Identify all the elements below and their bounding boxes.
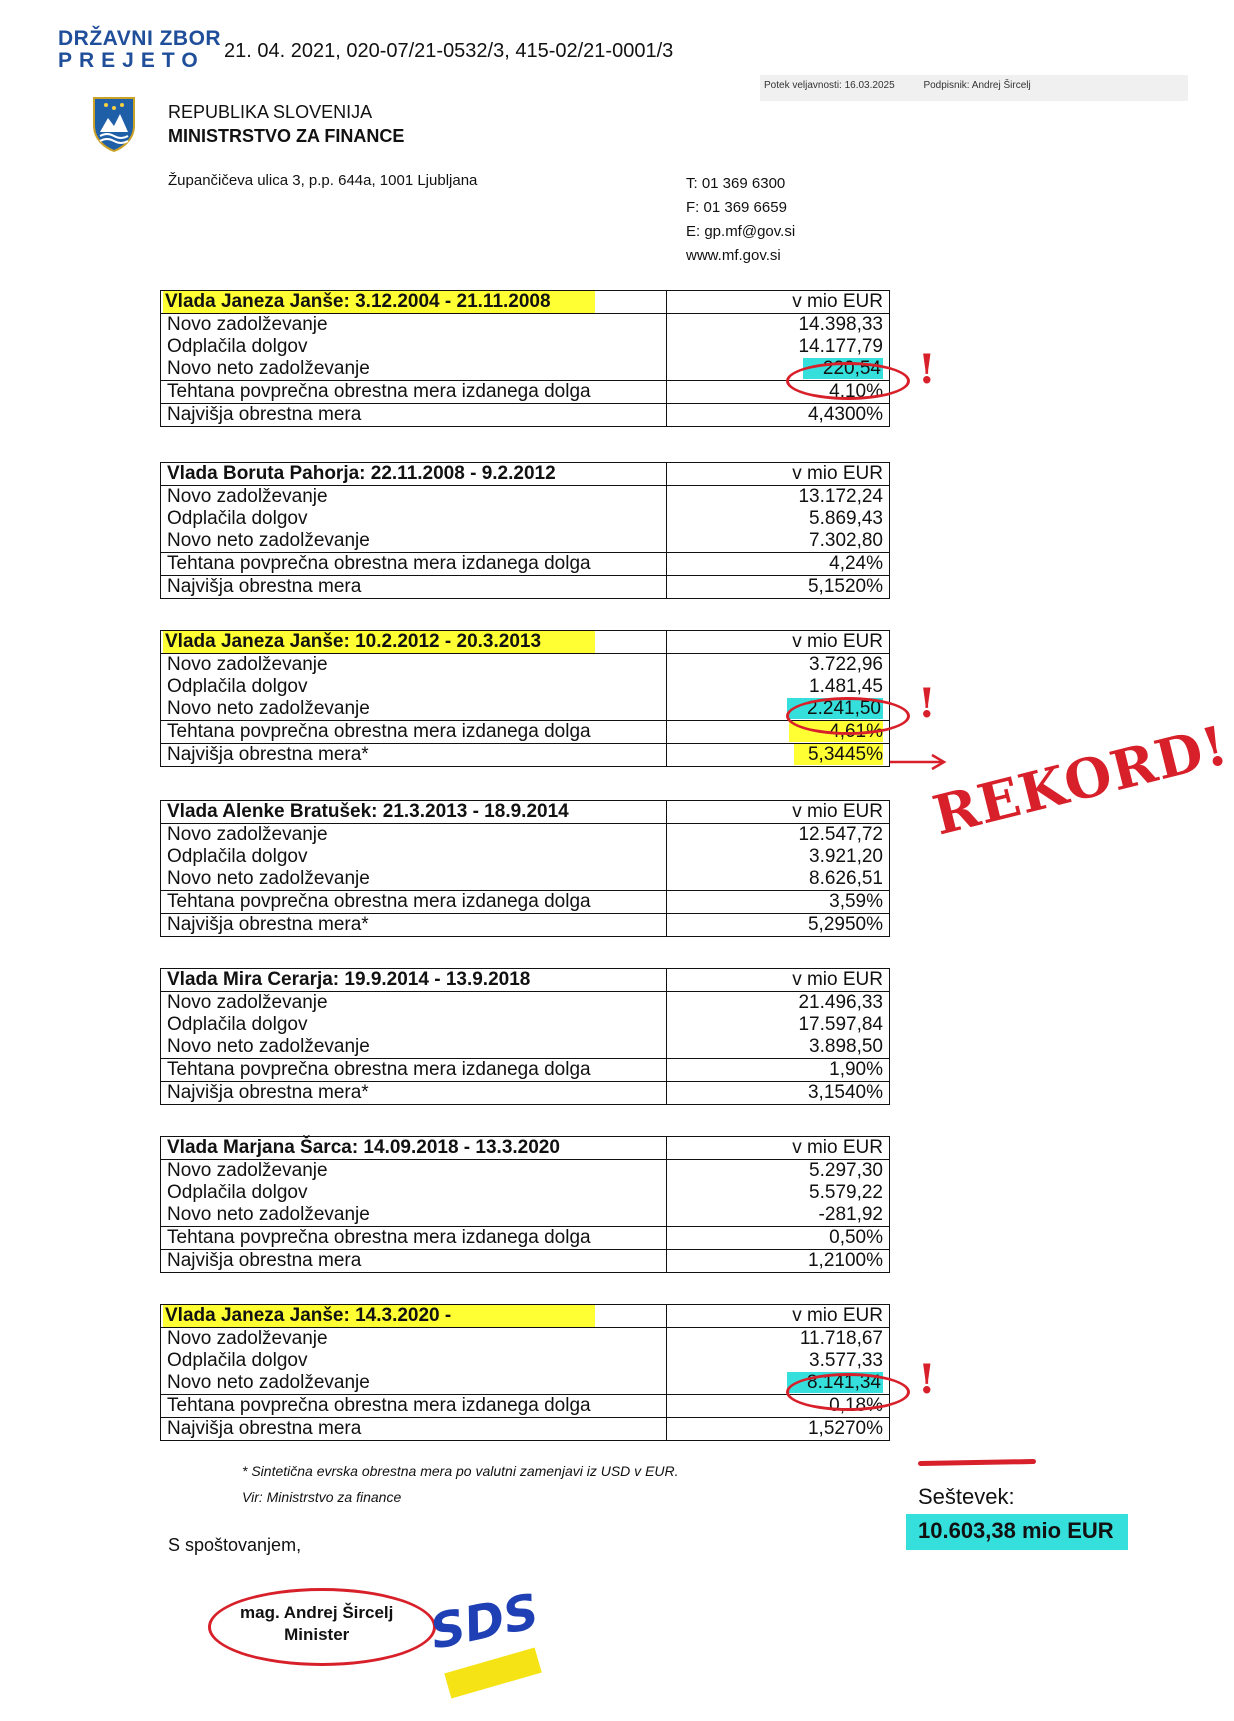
row-label: Novo zadolževanje — [161, 486, 667, 509]
row-value: 5,1520% — [667, 576, 890, 599]
row-label: Odplačila dolgov — [161, 676, 667, 698]
ministry-name: MINISTRSTVO ZA FINANCE — [168, 126, 405, 146]
row-value: 3,1540% — [667, 1082, 890, 1105]
red-circle-annotation — [786, 1373, 910, 1411]
row-value: -281,92 — [667, 1204, 890, 1227]
row-label: Odplačila dolgov — [161, 508, 667, 530]
unit-label: v mio EUR — [667, 463, 890, 486]
row-label: Tehtana povprečna obrestna mera izdanega dolga — [161, 1059, 667, 1082]
arrow-right-icon — [888, 752, 950, 777]
validity-expiry: Potek veljavnosti: 16.03.2025 — [764, 80, 895, 91]
row-label: Najvišja obrestna mera — [161, 404, 667, 427]
row-label: Tehtana povprečna obrestna mera izdanega dolga — [161, 553, 667, 576]
row-value: 4,4300% — [667, 404, 890, 427]
row-label: Novo neto zadolževanje — [161, 1372, 667, 1395]
exclamation-mark: ! — [918, 680, 936, 727]
row-value: 4,24% — [667, 553, 890, 576]
stamp-org-name: DRŽAVNI ZBOR — [58, 27, 222, 50]
government-table-bratusek — [160, 800, 890, 937]
row-value: 0,50% — [667, 1227, 890, 1250]
row-value: 5.579,22 — [667, 1182, 890, 1204]
row-label: Novo zadolževanje — [161, 1328, 667, 1351]
stamp-received: PREJETO — [58, 49, 205, 72]
row-label: Novo neto zadolževanje — [161, 1036, 667, 1059]
row-label: Tehtana povprečna obrestna mera izdanega dolga — [161, 1395, 667, 1418]
unit-label: v mio EUR — [667, 1137, 890, 1160]
row-value: 3.722,96 — [667, 654, 890, 677]
row-label: Tehtana povprečna obrestna mera izdanega dolga — [161, 1227, 667, 1250]
row-label: Najvišja obrestna mera* — [161, 1082, 667, 1105]
row-value: 8.626,51 — [667, 868, 890, 891]
row-value: 11.718,67 — [667, 1328, 890, 1351]
contact-fax: F: 01 369 6659 — [686, 199, 787, 216]
row-label: Novo zadolževanje — [161, 654, 667, 677]
row-value-highlighted: 4,61% — [789, 721, 883, 742]
unit-label: v mio EUR — [667, 801, 890, 824]
row-value: 3.921,20 — [667, 846, 890, 868]
row-label: Najvišja obrestna mera* — [161, 744, 667, 767]
stamp-reference: 21. 04. 2021, 020-07/21-0532/3, 415-02/21-0001/3 — [224, 40, 674, 62]
row-value: 14.177,79 — [667, 336, 890, 358]
government-title: Vlada Marjana Šarca: 14.09.2018 - 13.3.2020 — [161, 1137, 667, 1160]
sum-label: Seštevek: — [918, 1484, 1015, 1509]
record-stamp: REKORD! — [926, 712, 1234, 848]
row-label: Novo zadolževanje — [161, 314, 667, 337]
row-label: Novo neto zadolževanje — [161, 1204, 667, 1227]
row-value-highlighted: 220,54 — [803, 358, 883, 379]
row-value: 5,2950% — [667, 914, 890, 937]
row-value: 3,59% — [667, 891, 890, 914]
row-value: 1,90% — [667, 1059, 890, 1082]
government-title: Vlada Janeza Janše: 3.12.2004 - 21.11.2008 — [163, 291, 595, 313]
signer-role: Minister — [284, 1625, 350, 1644]
government-table-jansa-1 — [160, 290, 890, 427]
signer-name: mag. Andrej Šircelj — [240, 1603, 394, 1622]
row-label: Novo neto zadolževanje — [161, 698, 667, 721]
signature-validity-bar — [760, 75, 1188, 101]
government-title: Vlada Janeza Janše: 10.2.2012 - 20.3.2013 — [163, 631, 595, 653]
row-label: Odplačila dolgov — [161, 1350, 667, 1372]
row-value-highlighted: 2.241,50 — [787, 698, 883, 719]
row-value: 4,10% — [667, 381, 890, 404]
government-title: Vlada Boruta Pahorja: 22.11.2008 - 9.2.2012 — [161, 463, 667, 486]
red-circle-annotation — [786, 697, 910, 735]
government-table-sarec — [160, 1136, 890, 1273]
row-value: 14.398,33 — [667, 314, 890, 337]
footnote — [242, 1458, 679, 1510]
row-value: 13.172,24 — [667, 486, 890, 509]
unit-label: v mio EUR — [667, 969, 890, 992]
row-value: 5.869,43 — [667, 508, 890, 530]
row-label: Najvišja obrestna mera — [161, 1250, 667, 1273]
parliament-stamp — [58, 28, 221, 72]
row-label: Najvišja obrestna mera — [161, 1418, 667, 1441]
row-label: Odplačila dolgov — [161, 336, 667, 358]
row-label: Novo neto zadolževanje — [161, 358, 667, 381]
closing-greeting: S spoštovanjem, — [168, 1535, 302, 1555]
party-logo: SDS — [425, 1583, 544, 1661]
row-label: Novo zadolževanje — [161, 1160, 667, 1183]
row-value: 1.481,45 — [667, 676, 890, 698]
red-underline-stroke — [918, 1459, 1036, 1466]
row-label: Odplačila dolgov — [161, 1014, 667, 1036]
validity-signer: Podpisnik: Andrej Šircelj — [923, 80, 1031, 91]
row-value: 0,18% — [667, 1395, 890, 1418]
row-label: Novo neto zadolževanje — [161, 868, 667, 891]
row-label: Najvišja obrestna mera — [161, 576, 667, 599]
row-label: Novo zadolževanje — [161, 824, 667, 847]
row-value: 5.297,30 — [667, 1160, 890, 1183]
row-value-highlighted: 8.141,34 — [787, 1372, 883, 1393]
contact-email: E: gp.mf@gov.si — [686, 223, 796, 240]
row-label: Novo neto zadolževanje — [161, 530, 667, 553]
row-label: Odplačila dolgov — [161, 846, 667, 868]
footnote-source: Vir: Ministrstvo za finance — [242, 1489, 402, 1505]
government-title: Vlada Janeza Janše: 14.3.2020 - — [163, 1305, 595, 1327]
unit-label: v mio EUR — [667, 631, 890, 654]
government-table-jansa-3 — [160, 1304, 890, 1441]
row-value: 17.597,84 — [667, 1014, 890, 1036]
government-table-pahor — [160, 462, 890, 599]
unit-label: v mio EUR — [667, 1305, 890, 1328]
row-value: 3.577,33 — [667, 1350, 890, 1372]
ministry-contacts — [686, 172, 795, 268]
row-label: Tehtana povprečna obrestna mera izdanega dolga — [161, 381, 667, 404]
government-table-cerar — [160, 968, 890, 1105]
contact-phone: T: 01 369 6300 — [686, 175, 786, 192]
row-value: 7.302,80 — [667, 530, 890, 553]
signature-block — [240, 1602, 393, 1646]
row-label: Tehtana povprečna obrestna mera izdanega dolga — [161, 721, 667, 744]
republic-name: REPUBLIKA SLOVENIJA — [168, 102, 373, 122]
letterhead — [168, 100, 404, 148]
government-title: Vlada Mira Cerarja: 19.9.2014 - 13.9.2018 — [161, 969, 667, 992]
exclamation-mark: ! — [918, 1356, 936, 1403]
row-value: 1,5270% — [667, 1418, 890, 1441]
row-label: Tehtana povprečna obrestna mera izdanega dolga — [161, 891, 667, 914]
row-label: Najvišja obrestna mera* — [161, 914, 667, 937]
unit-label: v mio EUR — [667, 291, 890, 314]
row-value: 3.898,50 — [667, 1036, 890, 1059]
contact-web: www.mf.gov.si — [686, 247, 781, 264]
row-label: Odplačila dolgov — [161, 1182, 667, 1204]
row-value-highlighted: 5,3445% — [794, 744, 883, 765]
row-value: 21.496,33 — [667, 992, 890, 1015]
government-table-jansa-2 — [160, 630, 890, 767]
footnote-note: * Sintetična evrska obrestna mera po valutni zamenjavi iz USD v EUR. — [242, 1463, 679, 1479]
ministry-address: Župančičeva ulica 3, p.p. 644a, 1001 Ljubljana — [168, 172, 478, 189]
coat-of-arms-icon — [92, 96, 136, 157]
sum-value: 10.603,38 mio EUR — [906, 1514, 1128, 1550]
exclamation-mark: ! — [918, 346, 936, 393]
row-label: Novo zadolževanje — [161, 992, 667, 1015]
red-circle-annotation — [786, 362, 910, 400]
government-title: Vlada Alenke Bratušek: 21.3.2013 - 18.9.2014 — [161, 801, 667, 824]
row-value: 12.547,72 — [667, 824, 890, 847]
row-value: 1,2100% — [667, 1250, 890, 1273]
